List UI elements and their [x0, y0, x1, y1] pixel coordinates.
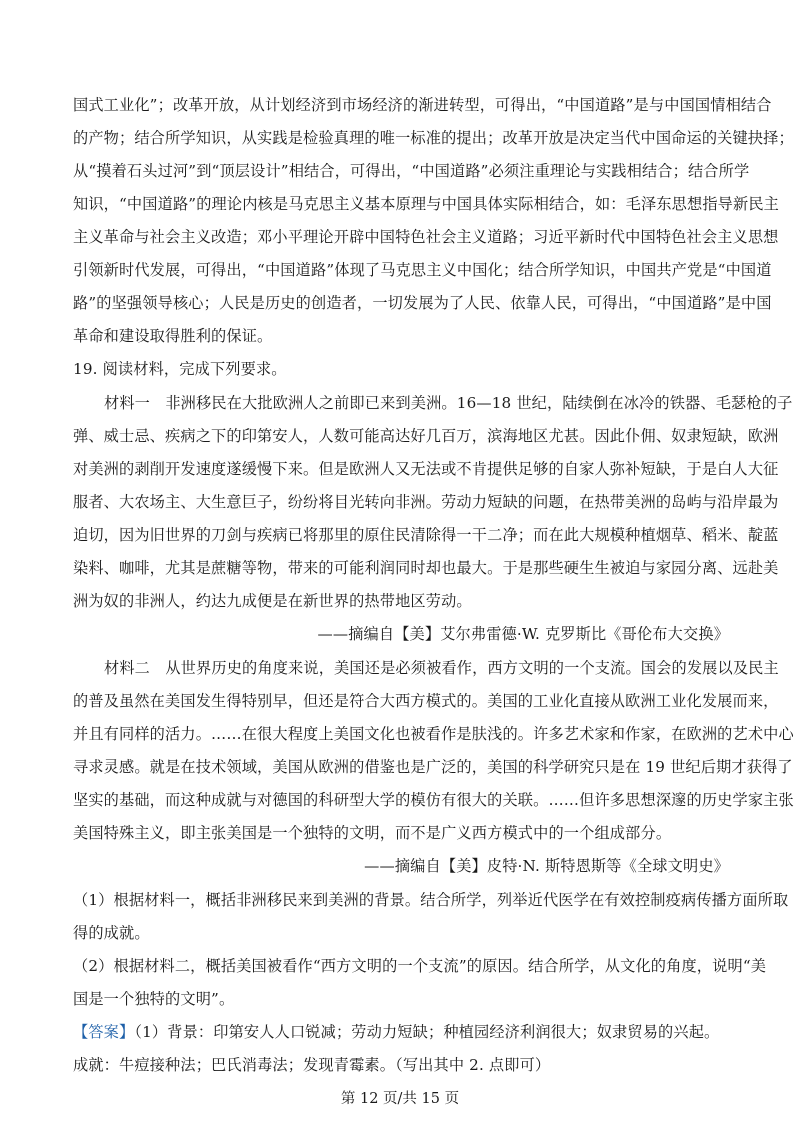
material-two-line: 并且有同样的活力。……在很大程度上美国文化也被看作是肤浅的。许多艺术家和作家，在欧洲的艺术中心	[73, 725, 794, 743]
material-two-line: 美国特殊主义，即主张美国是一个独特的文明，而不是广义西方模式中的一个组成部分。	[73, 824, 672, 842]
paragraph-line: 从“摸着石头过河”到“顶层设计”相结合，可得出，“中国道路”必须注重理论与实践相结合；结合所学	[73, 162, 750, 180]
answer-tag: 【答案】	[73, 1023, 135, 1041]
requirement-one-line: 得的成就。	[73, 924, 150, 942]
paragraph-line: 知识，“中国道路”的理论内核是马克思主义基本原理与中国具体实际相结合，如：毛泽东思想指导新民主	[73, 195, 780, 213]
material-one-line: 迫切，因为旧世界的刀剑与疾病已将那里的原住民清除得一干二净；而在此大规模种植烟草、稻米、靛蓝	[73, 526, 779, 544]
answer-line	[73, 1022, 729, 1042]
answer-line: 成就：牛痘接种法；巴氏消毒法；发现青霉素。（写出其中 2. 点即可）	[73, 1056, 551, 1074]
material-two-source: ——摘编自【美】皮特·N. 斯特恩斯等《全球文明史》	[364, 857, 729, 875]
answer-text: （1）背景：印第安人人口锐减；劳动力短缺；种植园经济利润很大；奴隶贸易的兴起。	[134, 1023, 720, 1041]
paragraph-line: 主义革命与社会主义改造；邓小平理论开辟中国特色社会主义道路；习近平新时代中国特色社会主义思想	[73, 228, 779, 246]
paragraph-line: 引领新时代发展，可得出，“中国道路”体现了马克思主义中国化；结合所学知识，中国共产党是“中国道	[73, 261, 772, 279]
material-two-line: 坚实的基础，而这种成就与对德国的科研型大学的模仿有很大的关联。……但许多思想深邃的历史学家主张	[73, 791, 794, 809]
page-number: 第 12 页/共 15 页	[340, 1091, 460, 1107]
material-one-line: 对美洲的剥削开发速度遂缓慢下来。但是欧洲人又无法或不肯提供足够的自家人弥补短缺，于是白人大征	[73, 460, 779, 478]
material-one-line: 洲为奴的非洲人，约达九成便是在新世界的热带地区劳动。	[73, 592, 472, 610]
paragraph-line: 国式工业化”；改革开放，从计划经济到市场经济的渐进转型，可得出，“中国道路”是与中国国情相结合	[73, 96, 772, 114]
material-one-source: ——摘编自【美】艾尔弗雷德·W. 克罗斯比《哥伦布大交换》	[317, 625, 729, 643]
material-one-line: 材料一 非洲移民在大批欧洲人之前即已来到美洲。16—18 世纪，陆续倒在冰冷的铁器、毛瑟枪的子	[104, 394, 793, 412]
paragraph-line: 革命和建设取得胜利的保证。	[73, 327, 273, 345]
paragraph-line: 的产物；结合所学知识，从实践是检验真理的唯一标准的提出；改革开放是决定当代中国命运的关键抉择；	[73, 129, 794, 147]
material-one-line: 弹、威士忌、疾病之下的印第安人，人数可能高达好几百万，滨海地区尤甚。因此仆佣、奴隶短缺，欧洲	[73, 427, 779, 445]
material-one-line: 服者、大农场主、大生意巨子，纷纷将目光转向非洲。劳动力短缺的问题，在热带美洲的岛屿与沿岸最为	[73, 493, 779, 511]
paragraph-line: 路”的坚强领导核心；人民是历史的创造者，一切发展为了人民、依靠人民，可得出，“中国道路”是中国	[73, 294, 772, 312]
material-two-line: 寻求灵感。就是在技术领域，美国从欧洲的借鉴也是广泛的，美国的科学研究只是在 19 世纪后期才获得了	[73, 758, 793, 776]
material-one-line: 染料、咖啡，尤其是蔗糖等物，带来的可能利润同时却也最大。于是那些硬生生被迫与家园分离、远赴美	[73, 559, 779, 577]
material-two-line: 的普及虽然在美国发生得特别早，但还是符合大西方模式的。美国的工业化直接从欧洲工业化发展而来，	[73, 692, 779, 710]
requirement-one-line: （1）根据材料一，概括非洲移民来到美洲的背景。结合所学，列举近代医学在有效控制疫病传播方面所取	[73, 891, 789, 909]
material-two-line: 材料二 从世界历史的角度来说，美国还是必须被看作，西方文明的一个支流。国会的发展以及民主	[104, 659, 779, 677]
requirement-two-line: （2）根据材料二，概括美国被看作“西方文明的一个支流”的原因。结合所学，从文化的角度，说明“美	[73, 957, 767, 975]
question-heading: 19. 阅读材料，完成下列要求。	[73, 360, 287, 378]
requirement-two-line: 国是一个独特的文明”。	[73, 990, 235, 1008]
